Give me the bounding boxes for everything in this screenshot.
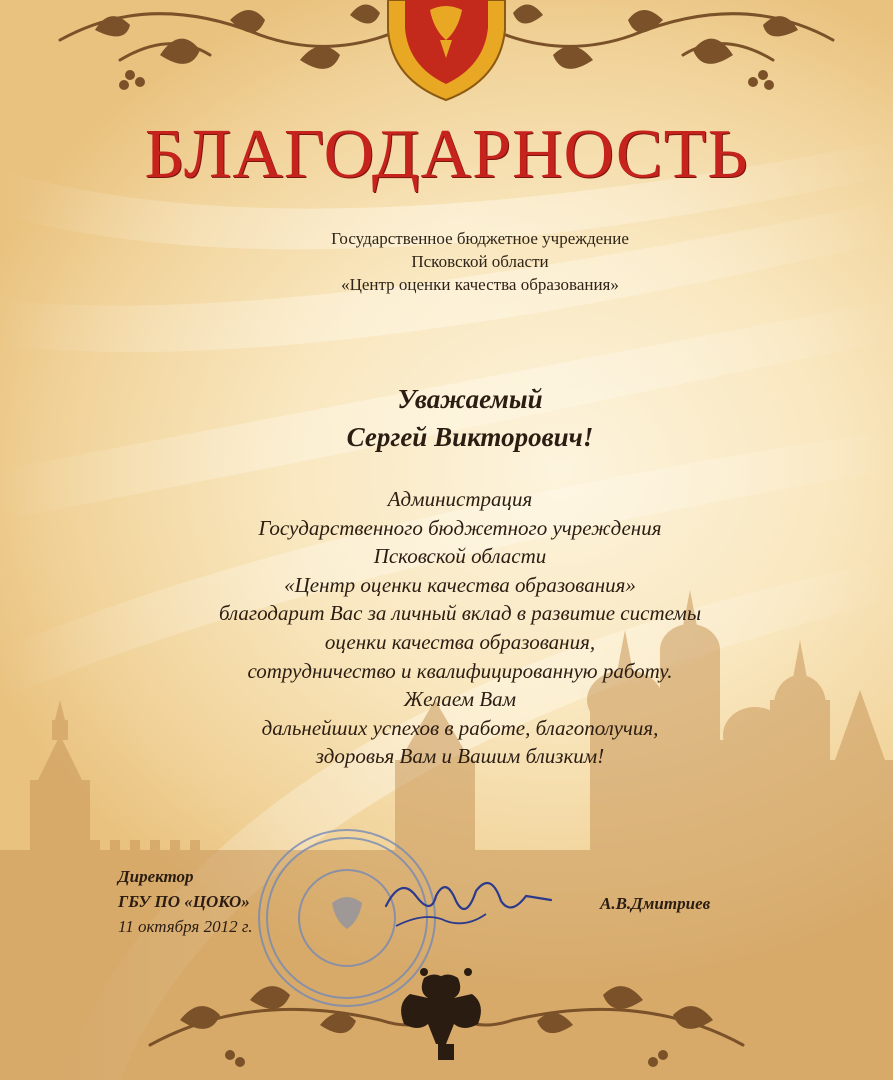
signer-name: А.В.Дмитриев: [600, 894, 711, 913]
body-line: «Центр оценки качества образования»: [284, 572, 636, 597]
body-line: благодарит Вас за личный вклад в развитие системы: [218, 601, 702, 626]
issuer-line: Государственное бюджетное учреждение: [331, 229, 629, 248]
body-line: Псковской области: [373, 544, 547, 569]
body-line: здоровья Вам и Вашим близким!: [315, 744, 605, 769]
double-headed-eagle-icon: [401, 968, 481, 1060]
greeting-line: Сергей Викторович!: [346, 422, 594, 452]
signer-organization: ГБУ ПО «ЦОКО»: [118, 892, 250, 911]
greeting-line: Уважаемый: [397, 384, 543, 414]
body-line: сотрудничество и квалифицированную работу.: [247, 658, 673, 683]
body-line: оценки качества образования,: [324, 629, 596, 654]
issuer-name: [240, 227, 720, 296]
coat-of-arms-icon: [388, 0, 505, 100]
bottom-ornament: [0, 960, 893, 1080]
body-line: дальнейших успехов в работе, благополучия,: [261, 715, 659, 740]
body-line: Желаем Вам: [403, 687, 517, 712]
document-title: БЛАГОДАРНОСТЬ: [144, 116, 749, 193]
autograph: [376, 866, 556, 946]
body-line: Администрация: [387, 487, 533, 511]
issuer-line: Псковской области: [411, 252, 549, 271]
greeting: [250, 380, 690, 456]
issuer-line: «Центр оценки качества образования»: [341, 275, 619, 294]
body-line: Государственного бюджетного учреждения: [258, 515, 662, 540]
signature-block: [118, 864, 253, 939]
signer-position: Директор: [118, 867, 194, 886]
gratitude-text: [130, 485, 790, 771]
top-ornament: [0, 0, 893, 110]
issue-date: 11 октября 2012 г.: [118, 917, 253, 936]
